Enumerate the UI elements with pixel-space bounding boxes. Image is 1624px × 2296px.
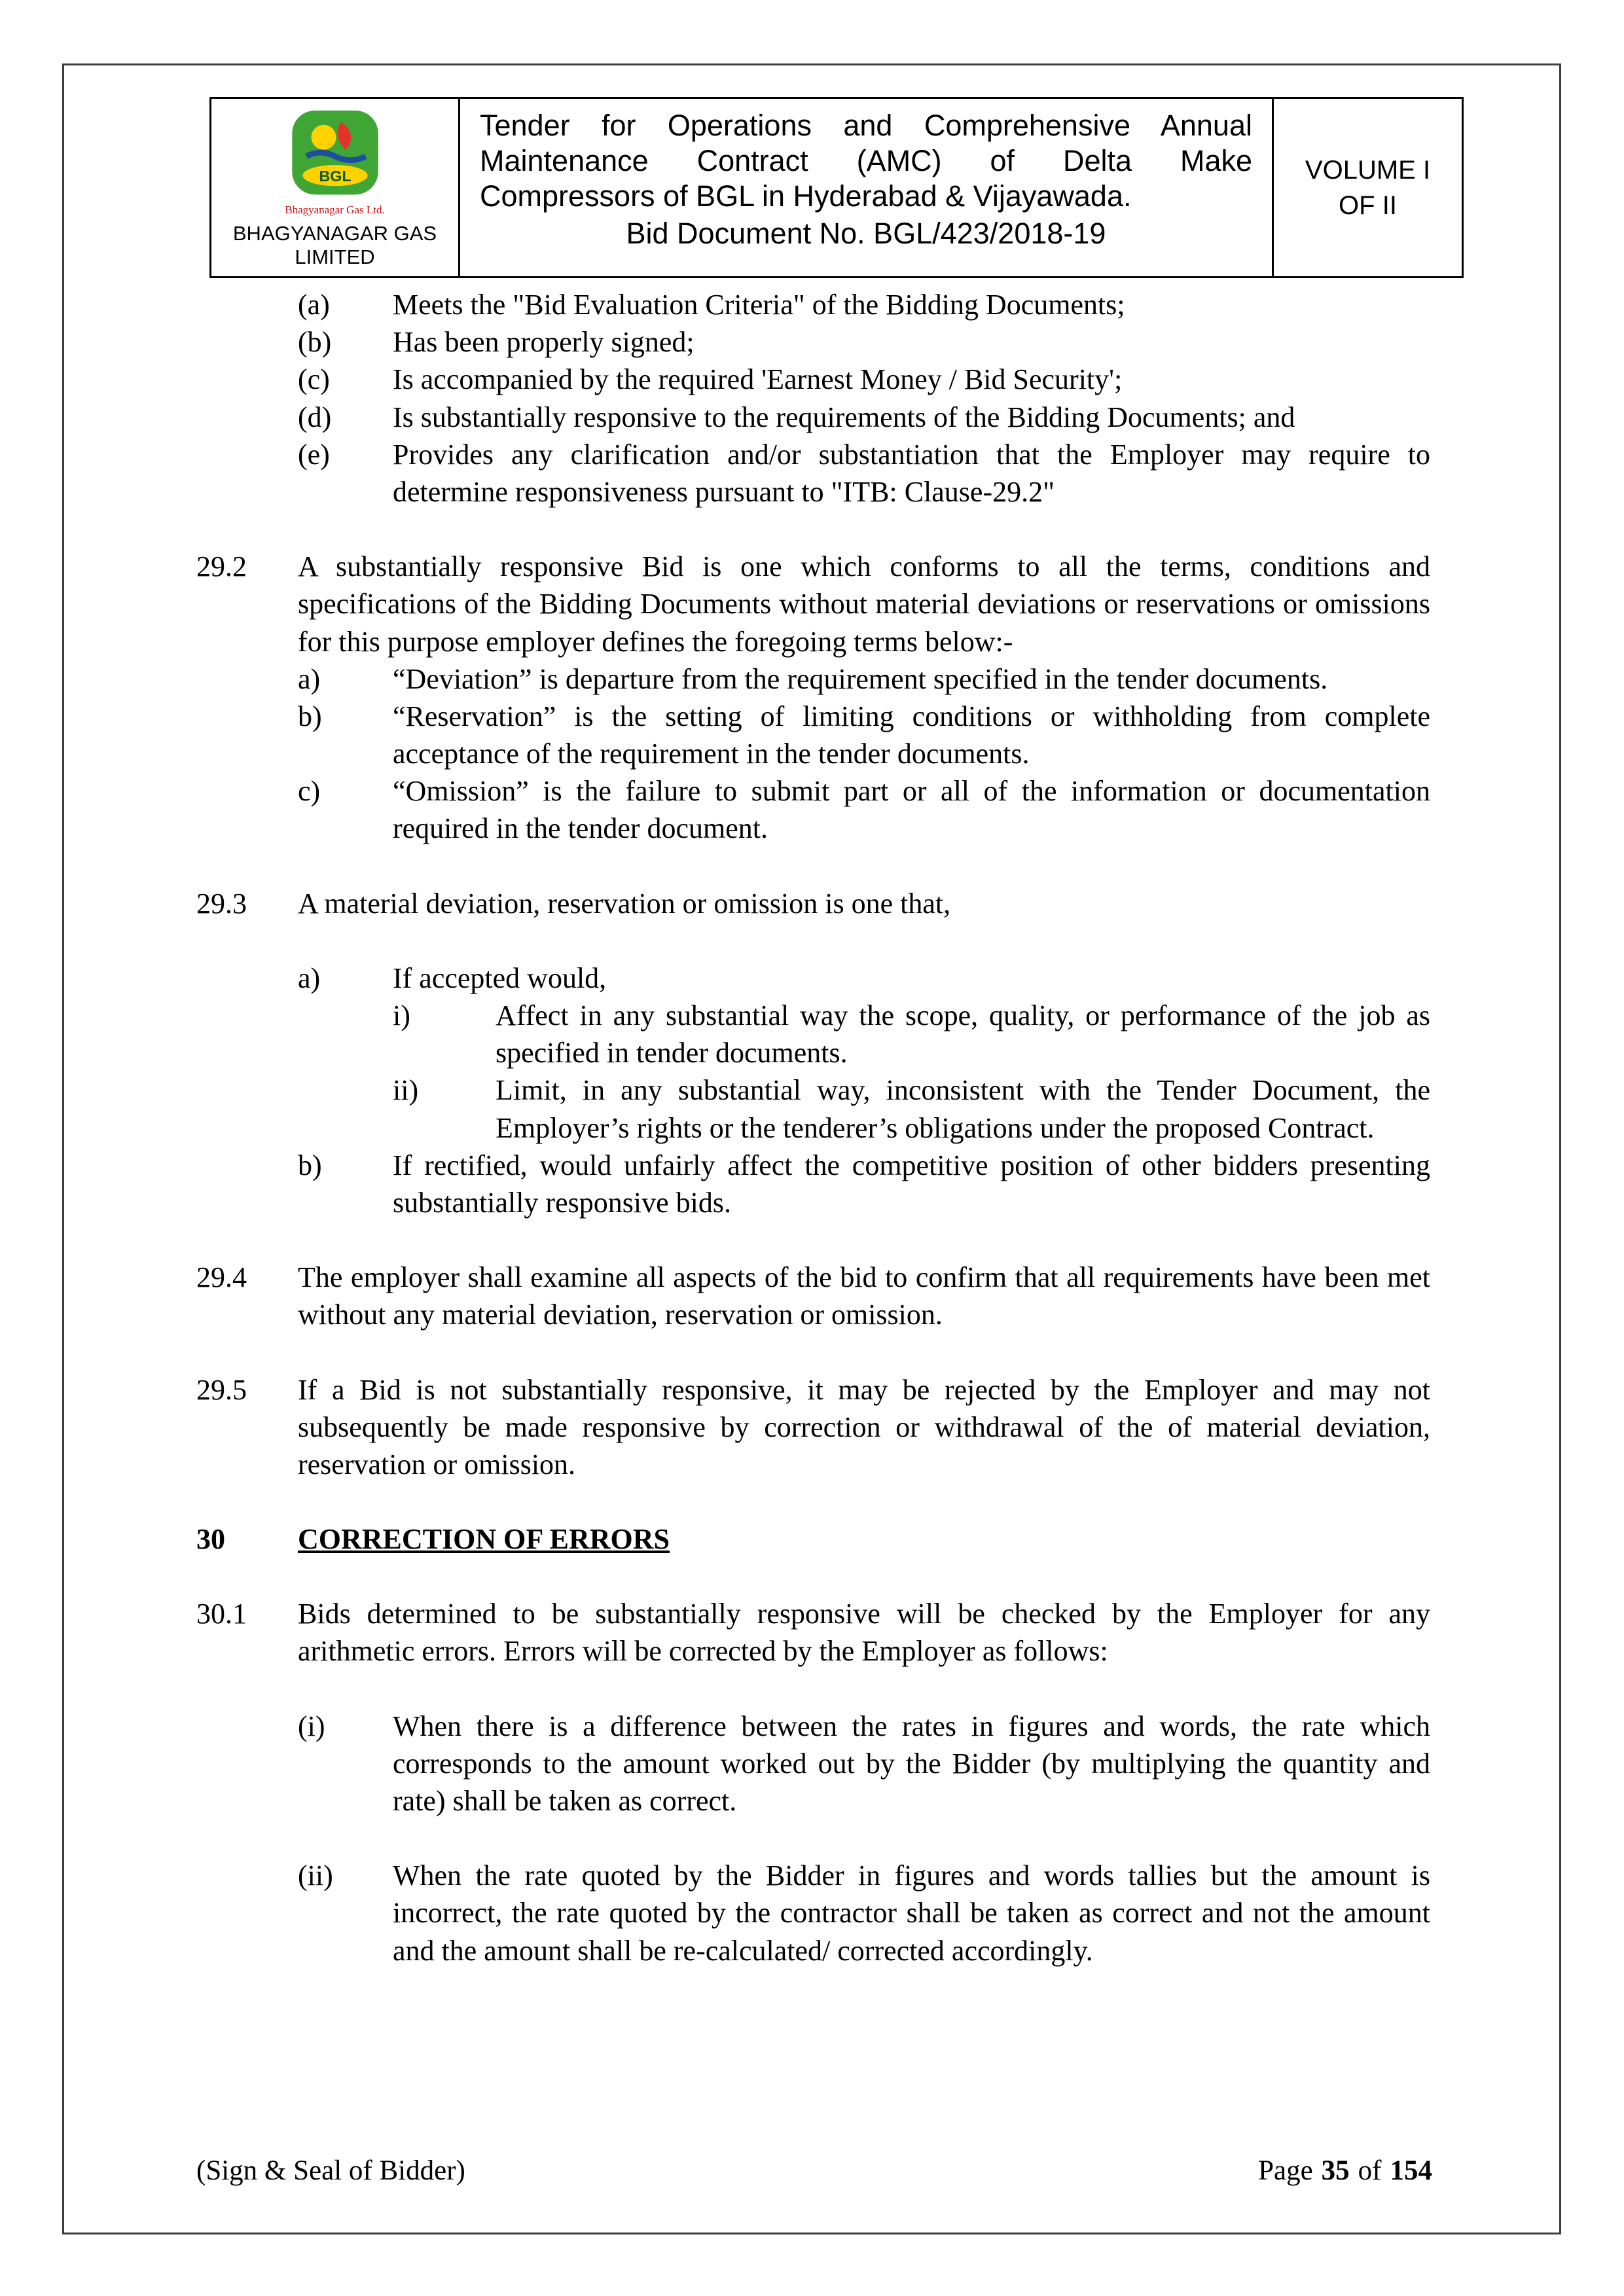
page-total: 154 bbox=[1390, 2155, 1432, 2186]
section-text: A material deviation, reservation or omission is one that, bbox=[298, 887, 951, 920]
logo-cell bbox=[211, 99, 460, 276]
item-text: Limit, in any substantial way, inconsistent with the Tender Document, the Employer’s rights or the tenderer’s obligations under the proposed Contract. bbox=[496, 1074, 1430, 1144]
sub-item bbox=[298, 1147, 1430, 1221]
item-label: a) bbox=[298, 662, 321, 695]
org-name-line1: BHAGYANAGAR GAS bbox=[232, 222, 437, 245]
document-title-line1: Tender for Operations and Comprehensive Annual bbox=[480, 109, 1252, 142]
page-footer bbox=[196, 2155, 1432, 2187]
section-number: 30 bbox=[196, 1523, 225, 1556]
sub-item bbox=[298, 960, 1430, 1147]
volume-line2: OF II bbox=[1339, 190, 1397, 220]
footer-page-number bbox=[1258, 2155, 1432, 2187]
item-text: Is accompanied by the required 'Earnest Money / Bid Security'; bbox=[393, 363, 1123, 396]
of-word: of bbox=[1358, 2155, 1382, 2186]
list-item bbox=[196, 361, 1430, 398]
header-table bbox=[209, 97, 1464, 278]
item-label: (a) bbox=[298, 289, 330, 321]
section-29-2 bbox=[196, 548, 1430, 848]
svg-text:BGL: BGL bbox=[318, 167, 352, 185]
logo-subtext: Bhagyanagar Gas Ltd. bbox=[285, 204, 385, 216]
item-label: (ii) bbox=[298, 1859, 333, 1892]
sub-item bbox=[298, 698, 1430, 772]
item-label: (c) bbox=[298, 363, 330, 396]
item-text: Affect in any substantial way the scope, quality, or performance of the job as specified in tender documents. bbox=[496, 999, 1430, 1069]
item-label: (i) bbox=[298, 1710, 325, 1742]
page-word: Page bbox=[1258, 2155, 1313, 2186]
document-title-line3: Compressors of BGL in Hyderabad & Vijayawada. bbox=[480, 179, 1132, 213]
section-number: 30.1 bbox=[196, 1598, 247, 1630]
sub-item bbox=[298, 1708, 1430, 1820]
section-body bbox=[298, 885, 1430, 1222]
list-item bbox=[196, 399, 1430, 436]
item-label: (d) bbox=[298, 401, 332, 433]
item-label: b) bbox=[298, 1149, 322, 1181]
section-number: 29.5 bbox=[196, 1373, 247, 1406]
item-label: b) bbox=[298, 700, 322, 732]
title-cell bbox=[460, 99, 1274, 276]
document-body bbox=[196, 286, 1430, 1969]
volume-cell bbox=[1274, 99, 1462, 276]
item-text: Is substantially responsive to the requirements of the Bidding Documents; and bbox=[393, 401, 1295, 433]
section-29-3 bbox=[196, 885, 1430, 1222]
list-item bbox=[196, 286, 1430, 323]
bid-document-number: Bid Document No. BGL/423/2018-19 bbox=[626, 217, 1106, 250]
item-label: (e) bbox=[298, 438, 330, 471]
item-label: c) bbox=[298, 775, 321, 808]
section-number: 29.4 bbox=[196, 1261, 247, 1294]
item-label: (b) bbox=[298, 326, 332, 359]
section-30-1 bbox=[196, 1595, 1430, 1969]
item-text: “Deviation” is departure from the requirement specified in the tender documents. bbox=[393, 662, 1328, 695]
volume-line1: VOLUME I bbox=[1305, 155, 1431, 185]
sub-item bbox=[298, 660, 1430, 698]
item-label: i) bbox=[393, 999, 410, 1031]
list-item bbox=[196, 436, 1430, 511]
sub-sub-item bbox=[393, 1071, 1430, 1146]
section-number: 29.2 bbox=[196, 550, 247, 583]
section-29-5 bbox=[196, 1371, 1430, 1484]
item-text: When the rate quoted by the Bidder in figures and words tallies but the amount is incorrect, the rate quoted by the contractor shall be taken as correct and not the amount and the amount shall be re-calculated/ corrected accordingly. bbox=[393, 1859, 1430, 1967]
item-label: ii) bbox=[393, 1074, 419, 1107]
item-text: Meets the "Bid Evaluation Criteria" of the Bidding Documents; bbox=[393, 289, 1125, 321]
section-30-heading bbox=[196, 1520, 1430, 1558]
section-text: A substantially responsive Bid is one which conforms to all the terms, conditions and specifications of the Bidding Documents without material deviations or reservations or omissions for this purpose employer defines the foregoing terms below:- bbox=[298, 550, 1430, 658]
item-text: “Reservation” is the setting of limiting conditions or withholding from complete acceptance of the requirement in the tender documents. bbox=[393, 700, 1430, 770]
section-text: If a Bid is not substantially responsive, it may be rejected by the Employer and may not subsequently be made responsive by correction or withdrawal of the of material deviation, reservation or omission. bbox=[298, 1373, 1430, 1480]
item-text: Has been properly signed; bbox=[393, 326, 695, 359]
bgl-logo-icon bbox=[283, 107, 388, 202]
sub-item bbox=[298, 1857, 1430, 1969]
page-current: 35 bbox=[1321, 2155, 1350, 2186]
item-text: Provides any clarification and/or substantiation that the Employer may require to determine responsiveness pursuant to "ITB: Clause-29.2" bbox=[393, 438, 1430, 508]
section-heading: CORRECTION OF ERRORS bbox=[298, 1523, 670, 1556]
item-label: a) bbox=[298, 961, 321, 994]
sub-item bbox=[298, 772, 1430, 847]
org-name bbox=[233, 222, 437, 268]
footer-sign-seal: (Sign & Seal of Bidder) bbox=[196, 2155, 465, 2186]
section-body bbox=[298, 1595, 1430, 1969]
item-text: When there is a difference between the rates in figures and words, the rate which corresponds to the amount worked out by the Bidder (by multiplying the quantity and rate) shall be taken as correct. bbox=[393, 1710, 1430, 1817]
sub-sub-item bbox=[393, 997, 1430, 1071]
list-item bbox=[196, 323, 1430, 361]
section-body bbox=[298, 548, 1430, 848]
org-name-line2: LIMITED bbox=[295, 245, 375, 268]
section-29-4 bbox=[196, 1259, 1430, 1333]
document-title-line2: Maintenance Contract (AMC) of Delta Make bbox=[480, 144, 1252, 177]
item-text: “Omission” is the failure to submit part or all of the information or documentation required in the tender document. bbox=[393, 775, 1430, 845]
sub-item-body bbox=[393, 960, 1430, 1147]
item-text: If accepted would, bbox=[393, 961, 607, 994]
item-text: If rectified, would unfairly affect the competitive position of other bidders presenting substantially responsive bids. bbox=[393, 1149, 1430, 1219]
section-text: Bids determined to be substantially responsive will be checked by the Employer for any arithmetic errors. Errors will be corrected by the Employer as follows: bbox=[298, 1598, 1430, 1668]
section-number: 29.3 bbox=[196, 887, 247, 920]
section-text: The employer shall examine all aspects of the bid to confirm that all requirements have been met without any material deviation, reservation or omission. bbox=[298, 1261, 1430, 1331]
